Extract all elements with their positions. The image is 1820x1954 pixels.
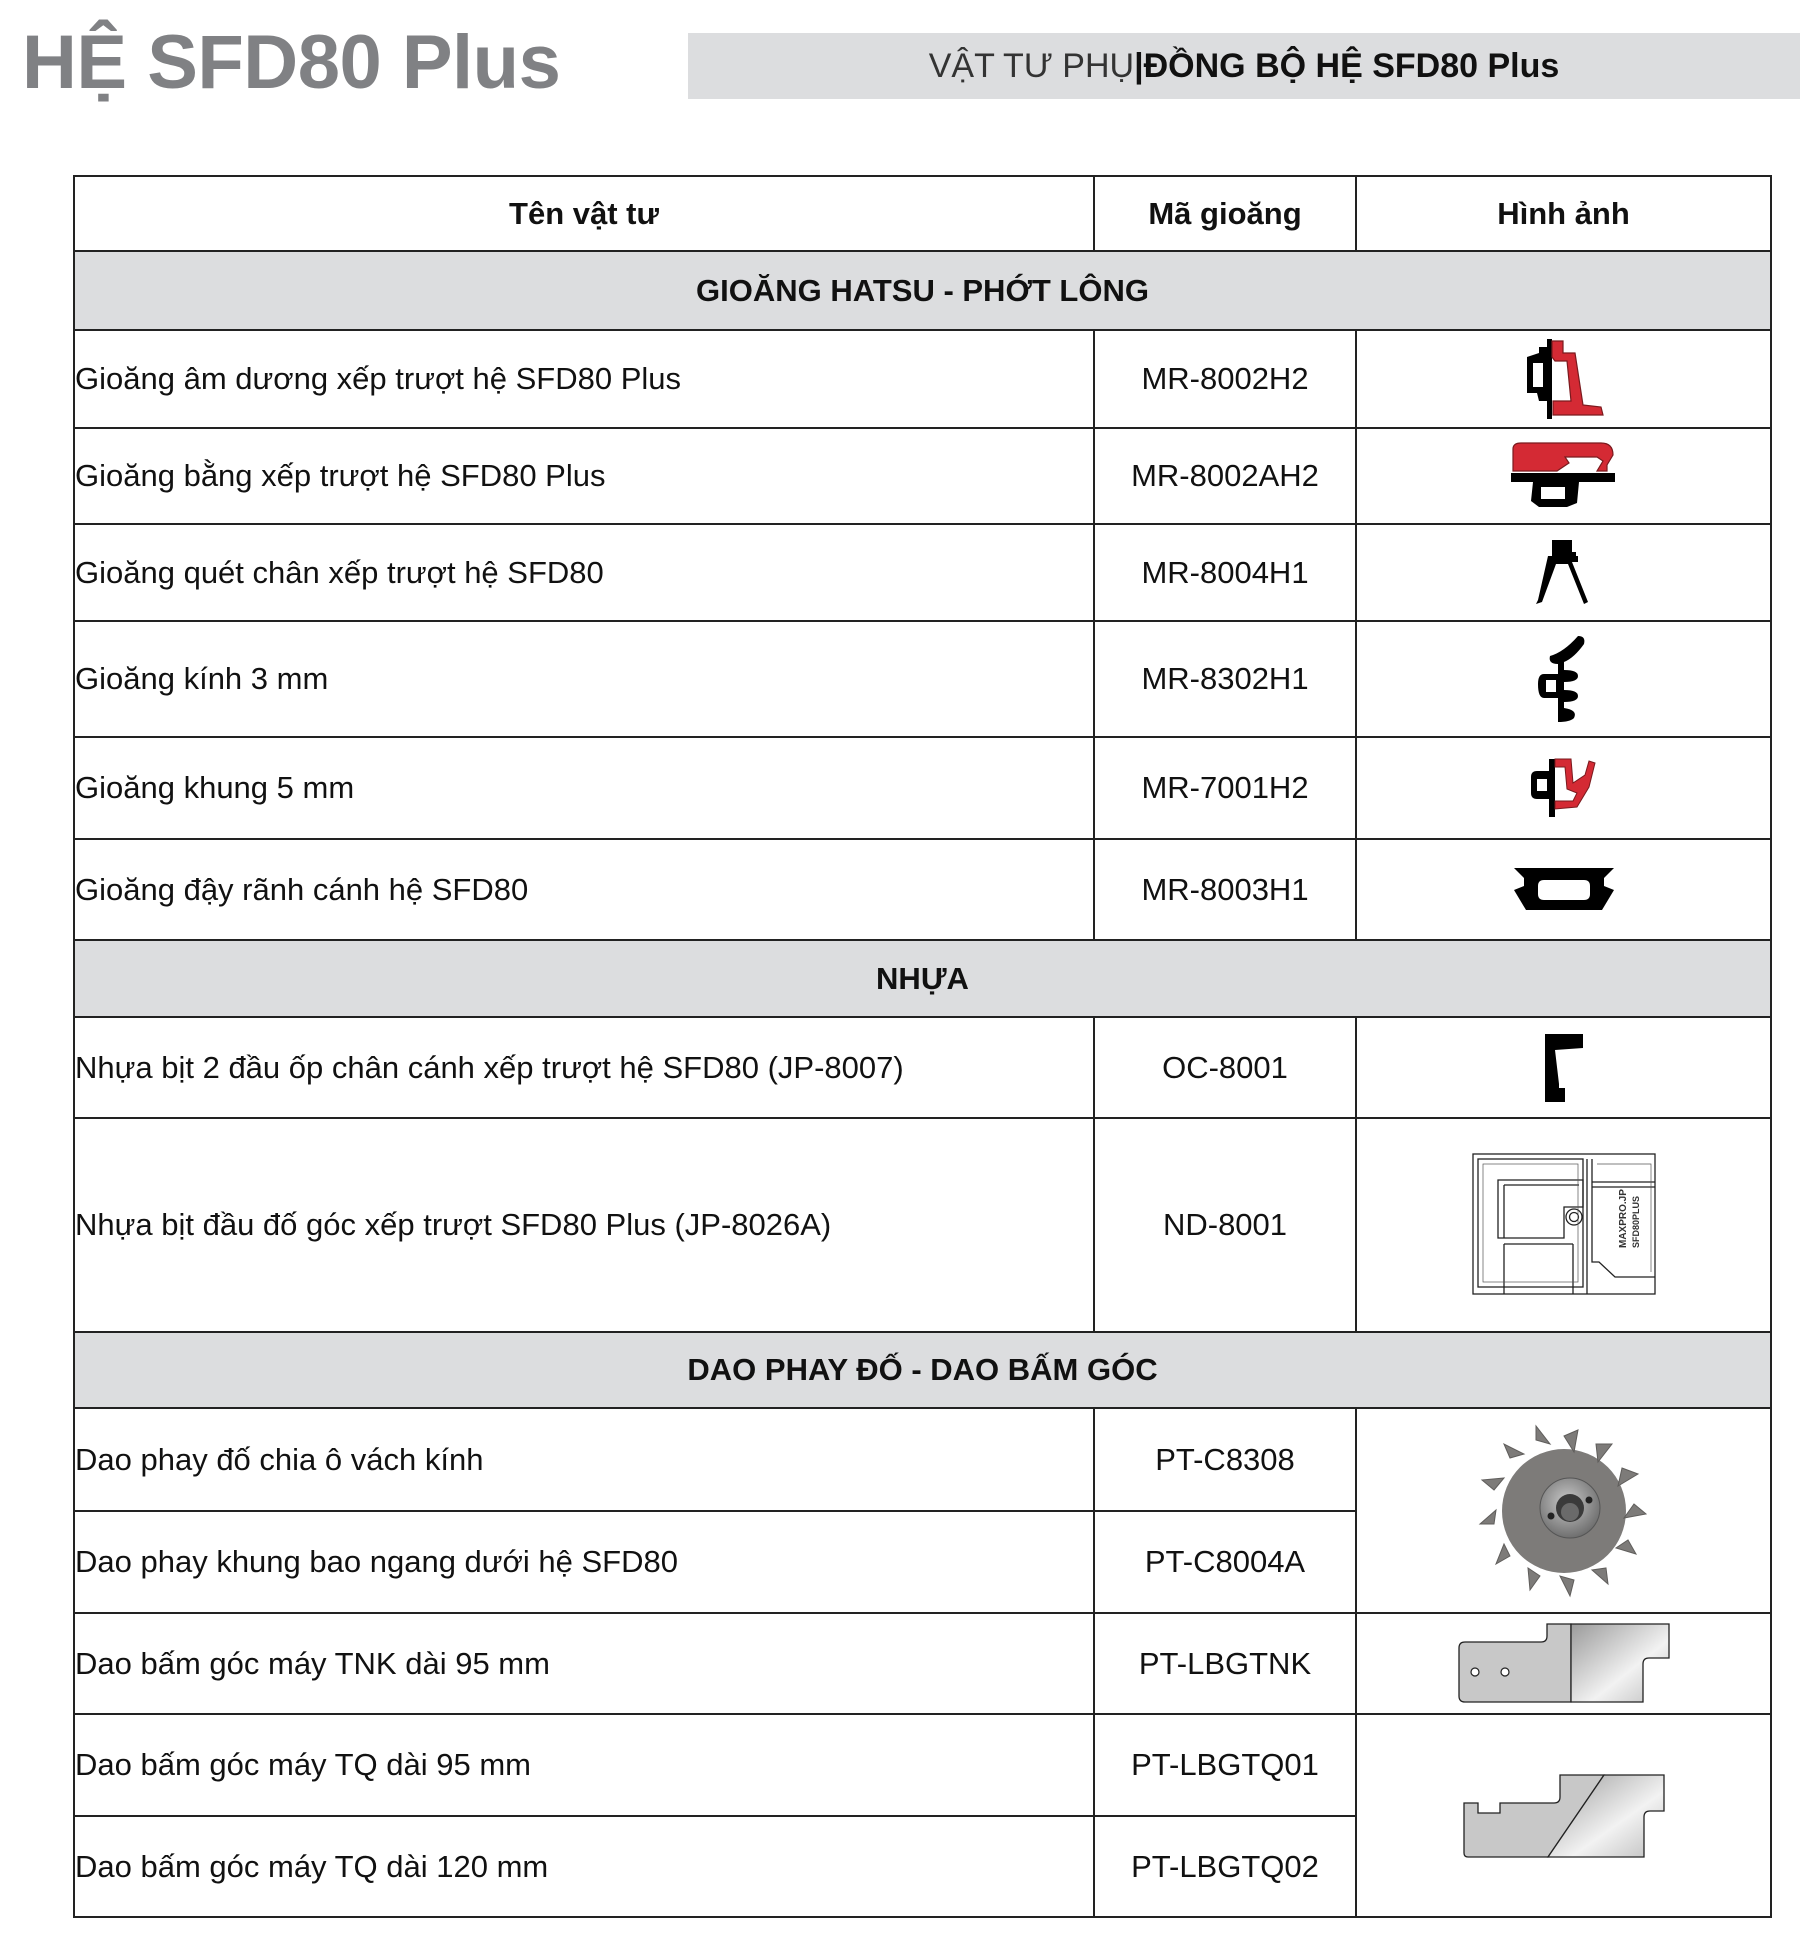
item-name: Gioăng âm dương xếp trượt hệ SFD80 Plus (74, 330, 1094, 428)
item-image-cell (1356, 330, 1771, 428)
item-code: MR-8302H1 (1094, 621, 1356, 737)
table-row (74, 839, 1771, 940)
section-title-plastic: NHỰA (74, 940, 1771, 1017)
item-image-cell (1356, 1408, 1771, 1613)
table-row (74, 1613, 1771, 1714)
item-image-cell (1356, 737, 1771, 839)
groove-cover-icon (1512, 864, 1616, 916)
item-code: MR-8002H2 (1094, 330, 1356, 428)
item-code: MR-8003H1 (1094, 839, 1356, 940)
section-row (74, 251, 1771, 330)
gasket-profile-red-icon (1519, 335, 1609, 423)
item-name: Nhựa bịt 2 đầu ốp chân cánh xếp trượt hệ SFD80 (JP-8007) (74, 1017, 1094, 1118)
table-row (74, 1408, 1771, 1511)
section-row (74, 940, 1771, 1017)
item-image-cell (1356, 524, 1771, 621)
item-image-cell (1356, 428, 1771, 524)
item-name: Gioăng bằng xếp trượt hệ SFD80 Plus (74, 428, 1094, 524)
section-row (74, 1332, 1771, 1408)
item-name: Gioăng kính 3 mm (74, 621, 1094, 737)
table-row (74, 737, 1771, 839)
glass-gasket-icon (1534, 634, 1594, 724)
item-code: MR-7001H2 (1094, 737, 1356, 839)
item-name: Dao bấm góc máy TQ dài 95 mm (74, 1714, 1094, 1816)
drawing-label-model: SFD80PLUS (1630, 1195, 1641, 1248)
item-code: MR-8002AH2 (1094, 428, 1356, 524)
item-code: PT-LBGTNK (1094, 1613, 1356, 1714)
item-image-cell (1356, 1714, 1771, 1917)
item-name: Dao phay khung bao ngang dưới hệ SFD80 (74, 1511, 1094, 1613)
table-row (74, 428, 1771, 524)
item-code: MR-8004H1 (1094, 524, 1356, 621)
section-title-cutters: DAO PHAY ĐỐ - DAO BẤM GÓC (74, 1332, 1771, 1408)
column-header-name: Tên vật tư (74, 176, 1094, 251)
column-header-code: Mã gioăng (1094, 176, 1356, 251)
table-row (74, 524, 1771, 621)
item-name: Nhựa bịt đầu đố góc xếp trượt SFD80 Plus (JP-8026A) (74, 1118, 1094, 1332)
drawing-label-brand: MAXPRO.JP (1617, 1189, 1629, 1248)
end-cap-icon (1541, 1032, 1587, 1104)
gasket-flat-red-icon (1509, 441, 1619, 511)
corner-cap-drawing-icon (1471, 1152, 1657, 1298)
table-row (74, 330, 1771, 428)
item-name: Gioăng đậy rãnh cánh hệ SFD80 (74, 839, 1094, 940)
milling-cutter-icon (1474, 1416, 1654, 1606)
banner-system: ĐỒNG BỘ HỆ SFD80 Plus (1143, 46, 1560, 85)
materials-table (73, 175, 1772, 1918)
item-name: Gioăng khung 5 mm (74, 737, 1094, 839)
table-row (74, 1118, 1771, 1332)
item-image-cell (1356, 1118, 1771, 1332)
table-row (74, 1017, 1771, 1118)
table-row (74, 621, 1771, 737)
item-code: PT-LBGTQ02 (1094, 1816, 1356, 1917)
frame-gasket-icon (1527, 753, 1601, 823)
table-header-row (74, 176, 1771, 251)
item-name: Dao phay đố chia ô vách kính (74, 1408, 1094, 1511)
banner-category: VẬT TƯ PHỤ (928, 46, 1135, 85)
column-header-image: Hình ảnh (1356, 176, 1771, 251)
section-title-gasket: GIOĂNG HATSU - PHỚT LÔNG (74, 251, 1771, 330)
item-code: PT-C8308 (1094, 1408, 1356, 1511)
item-code: PT-LBGTQ01 (1094, 1714, 1356, 1816)
subtitle-banner (688, 33, 1800, 99)
item-image-cell (1356, 1017, 1771, 1118)
item-image-cell (1356, 621, 1771, 737)
table-row (74, 1714, 1771, 1816)
item-name: Gioăng quét chân xếp trượt hệ SFD80 (74, 524, 1094, 621)
item-code: ND-8001 (1094, 1118, 1356, 1332)
item-code: PT-C8004A (1094, 1511, 1356, 1613)
page-title: HỆ SFD80 Plus (22, 20, 561, 105)
item-name: Dao bấm góc máy TQ dài 120 mm (74, 1816, 1094, 1917)
banner-separator: | (1134, 46, 1144, 85)
corner-blade-tq-icon (1462, 1773, 1666, 1859)
item-image-cell (1356, 839, 1771, 940)
corner-blade-tnk-icon (1457, 1622, 1671, 1706)
item-name: Dao bấm góc máy TNK dài 95 mm (74, 1613, 1094, 1714)
sweep-gasket-icon (1532, 538, 1596, 608)
item-code: OC-8001 (1094, 1017, 1356, 1118)
item-image-cell (1356, 1613, 1771, 1714)
